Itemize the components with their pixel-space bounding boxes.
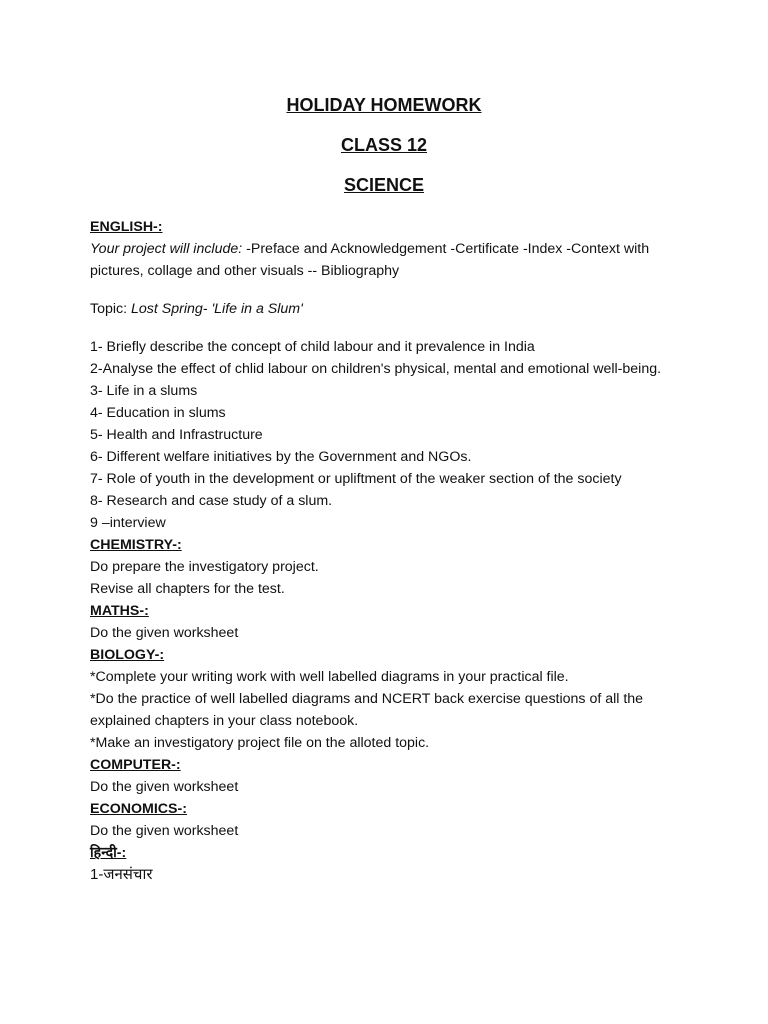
economics-heading: ECONOMICS-: (90, 801, 187, 817)
english-topic (90, 298, 682, 320)
hindi-line: 1-जनसंचार (90, 866, 153, 883)
english-point: 4- Education in slums (90, 405, 226, 421)
english-point: 1- Briefly describe the concept of child labour and it prevalence in India (90, 339, 535, 355)
english-point: 9 –interview (90, 515, 166, 531)
biology-line: *Do the practice of well labelled diagrams and NCERT back exercise questions of all the explained chapters in your class notebook. (90, 691, 644, 729)
computer-heading: COMPUTER-: (90, 757, 181, 773)
project-items: -Preface and Acknowledgement -Certificate -Index -Context with pictures, collage and other visuals -- Bibliography (90, 241, 650, 279)
english-point: 2-Analyse the effect of chlid labour on children's physical, mental and emotional well-being. (90, 361, 662, 377)
english-project-description (90, 238, 682, 282)
topic-label: Topic: (90, 301, 132, 317)
chemistry-heading: CHEMISTRY-: (90, 537, 182, 553)
computer-line: Do the given worksheet (90, 779, 239, 795)
chemistry-line: Do prepare the investigatory project. (90, 559, 319, 575)
english-point: 5- Health and Infrastructure (90, 427, 263, 443)
biology-line: *Make an investigatory project file on the alloted topic. (90, 735, 430, 751)
homework-content (90, 216, 682, 886)
stream-title: SCIENCE (343, 175, 424, 195)
class-title: CLASS 12 (340, 135, 428, 155)
project-intro: Your project will include: (90, 241, 243, 257)
economics-line: Do the given worksheet (90, 823, 239, 839)
english-point: 8- Research and case study of a slum. (90, 493, 333, 509)
maths-heading: MATHS-: (90, 603, 149, 619)
title-block (0, 92, 768, 212)
topic-value: Lost Spring- 'Life in a Slum' (131, 301, 303, 317)
chemistry-line: Revise all chapters for the test. (90, 581, 285, 597)
biology-heading: BIOLOGY-: (90, 647, 165, 663)
english-point: 7- Role of youth in the development or upliftment of the weaker section of the society (90, 471, 622, 487)
english-heading: ENGLISH-: (90, 219, 163, 235)
maths-line: Do the given worksheet (90, 625, 239, 641)
biology-line: *Complete your writing work with well labelled diagrams in your practical file. (90, 669, 569, 685)
english-point: 6- Different welfare initiatives by the Government and NGOs. (90, 449, 472, 465)
hindi-heading: हिन्दी-: (90, 845, 127, 861)
main-title: HOLIDAY HOMEWORK (286, 95, 482, 115)
english-point: 3- Life in a slums (90, 383, 198, 399)
